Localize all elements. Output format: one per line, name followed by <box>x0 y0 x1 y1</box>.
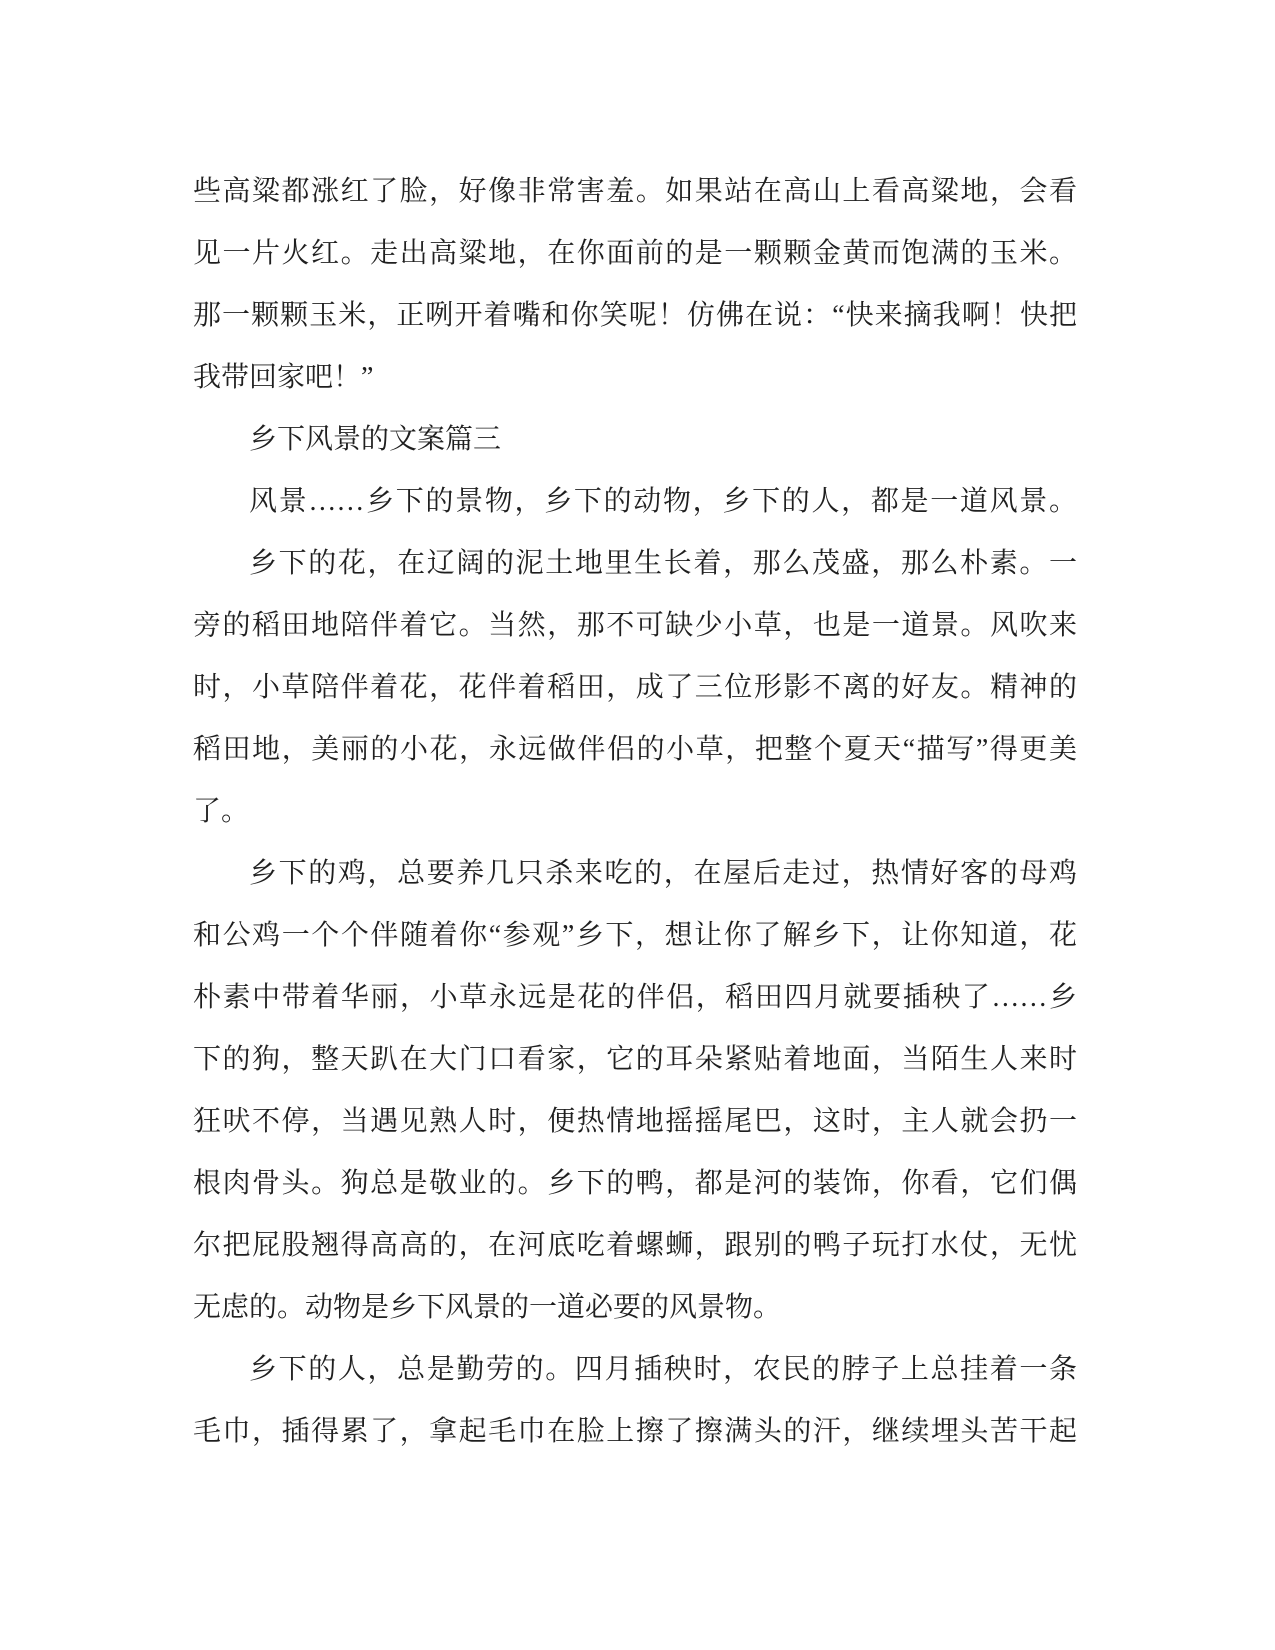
text-line: 下的狗，整天趴在大门口看家，它的耳朵紧贴着地面，当陌生人来时 <box>193 1044 1077 1075</box>
text-line: 乡下的人，总是勤劳的。四月插秧时，农民的脖子上总挂着一条 <box>249 1354 1077 1385</box>
paragraph-body-continuation <box>193 161 1077 409</box>
paragraph-body <box>193 471 1077 533</box>
text-line: 无虑的。动物是乡下风景的一道必要的风景物。 <box>193 1292 782 1323</box>
paragraph-section-heading <box>193 409 1077 471</box>
text-line: 乡下的鸡，总要养几只杀来吃的，在屋后走过，热情好客的母鸡 <box>249 858 1077 889</box>
text-line: 狂吠不停，当遇见熟人时，便热情地摇摇尾巴，这时，主人就会扔一 <box>193 1106 1077 1137</box>
text-line: 乡下的花，在辽阔的泥土地里生长着，那么茂盛，那么朴素。一 <box>249 548 1077 579</box>
text-line: 朴素中带着华丽，小草永远是花的伴侣，稻田四月就要插秧了……乡 <box>193 982 1077 1013</box>
paragraph-body <box>193 843 1077 1339</box>
text-line: 稻田地，美丽的小花，永远做伴侣的小草，把整个夏天“描写”得更美 <box>193 734 1077 765</box>
text-line: 根肉骨头。狗总是敬业的。乡下的鸭，都是河的装饰，你看，它们偶 <box>193 1168 1077 1199</box>
paragraph-body <box>193 533 1077 843</box>
text-line: 我带回家吧！” <box>193 362 374 393</box>
text-line: 了。 <box>193 796 250 827</box>
text-line: 见一片火红。走出高粱地，在你面前的是一颗颗金黄而饱满的玉米。 <box>193 238 1077 269</box>
paragraph-body <box>193 1339 1077 1463</box>
section-heading-line: 乡下风景的文案篇三 <box>249 424 502 455</box>
text-line: 毛巾，插得累了，拿起毛巾在脸上擦了擦满头的汗，继续埋头苦干起 <box>193 1416 1077 1447</box>
text-line: 风景……乡下的景物，乡下的动物，乡下的人，都是一道风景。 <box>249 486 1077 517</box>
document-body <box>193 161 1077 1463</box>
text-line: 那一颗颗玉米，正咧开着嘴和你笑呢！仿佛在说：“快来摘我啊！快把 <box>193 300 1077 331</box>
text-line: 时，小草陪伴着花，花伴着稻田，成了三位形影不离的好友。精神的 <box>193 672 1077 703</box>
text-line: 和公鸡一个个伴随着你“参观”乡下，想让你了解乡下，让你知道，花 <box>193 920 1077 951</box>
text-line: 旁的稻田地陪伴着它。当然，那不可缺少小草，也是一道景。风吹来 <box>193 610 1077 641</box>
text-line: 尔把屁股翘得高高的，在河底吃着螺蛳，跟别的鸭子玩打水仗，无忧 <box>193 1230 1077 1261</box>
text-line: 些高粱都涨红了脸，好像非常害羞。如果站在高山上看高粱地，会看 <box>193 176 1077 207</box>
